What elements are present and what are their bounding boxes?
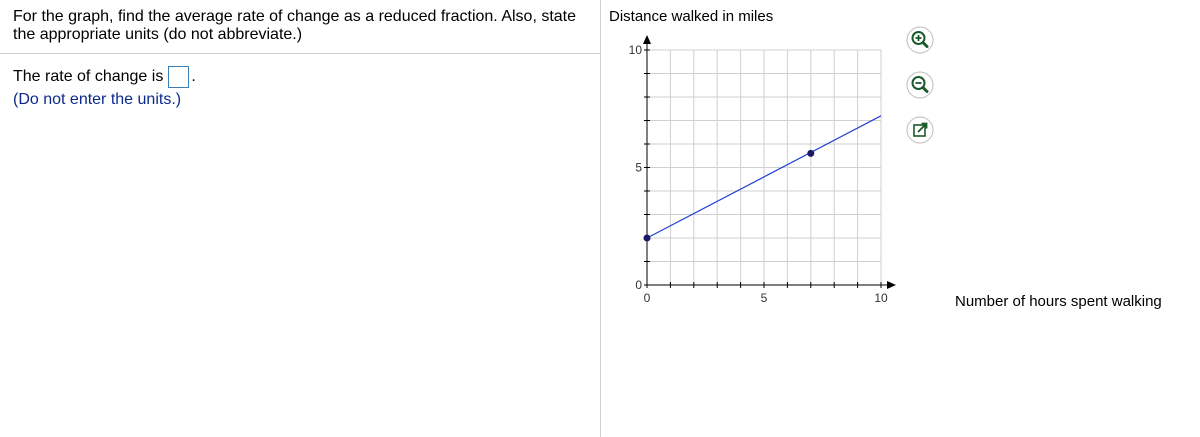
line-chart: [600, 0, 900, 320]
question-prompt: For the graph, find the average rate of change as a reduced fraction. Also, state the appropriate units (do not abbreviate.): [13, 8, 577, 43]
answer-suffix: .: [191, 68, 196, 85]
x-tick-label: 5: [760, 291, 768, 305]
answer-input[interactable]: [168, 66, 189, 88]
x-axis-arrow: [887, 281, 896, 289]
y-tick-label: 10: [628, 43, 642, 57]
x-tick-label: 10: [874, 291, 888, 305]
data-point: [807, 150, 814, 157]
zoom-out-icon[interactable]: [906, 71, 934, 99]
chart-title: Distance walked in miles: [609, 8, 774, 25]
x-tick-label: 0: [643, 291, 651, 305]
hint-text: (Do not enter the units.): [13, 91, 182, 108]
graph-tools: [906, 26, 938, 161]
ticks: [629, 43, 888, 305]
pop-out-icon[interactable]: [906, 116, 934, 144]
x-axis-label: Number of hours spent walking: [955, 293, 1162, 310]
data-point: [644, 235, 651, 242]
divider: [0, 53, 600, 54]
answer-line: [13, 66, 196, 88]
answer-prefix: The rate of change is: [13, 68, 164, 85]
y-axis-arrow: [643, 35, 651, 44]
y-tick-label: 0: [635, 278, 642, 292]
grid: [647, 50, 881, 285]
y-tick-label: 5: [635, 160, 642, 175]
zoom-in-icon[interactable]: [906, 26, 934, 54]
